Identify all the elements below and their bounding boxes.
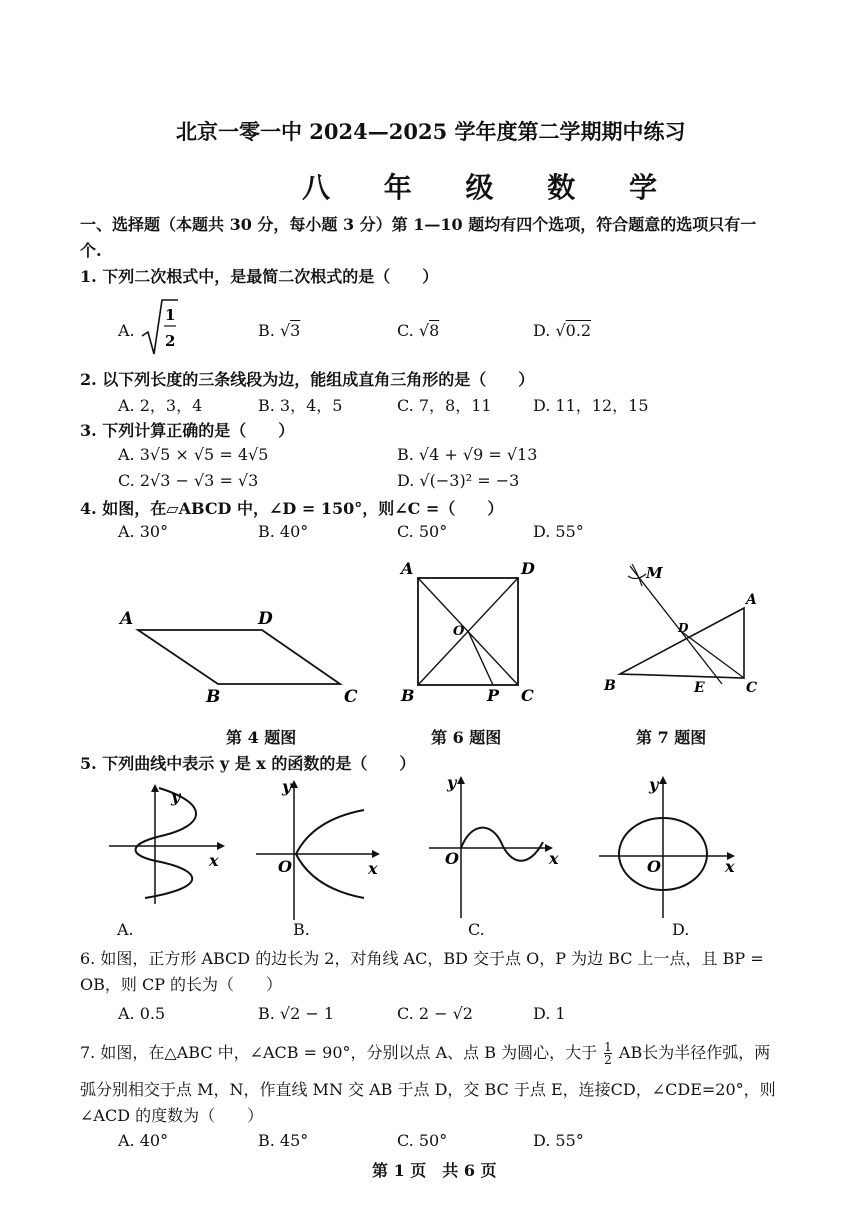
q1-a-denominator: 2 [165, 332, 176, 350]
q1-d-radicand: 0.2 [565, 321, 592, 340]
q2-option-a: A. 2，3，4 [118, 396, 203, 415]
figure-7-triangle [598, 560, 768, 700]
q5-a-y-label: y [171, 787, 181, 806]
q5-b-origin: O [278, 857, 292, 876]
q1-b-label: B. [258, 321, 275, 340]
q6-stem-line1: 6. 如图，正方形 ABCD 的边长为 2，对角线 AC，BD 交于点 O，P 为边 BC 上一点，且 BP = [80, 949, 764, 968]
q3-option-b: B. √4 + √9 = √13 [397, 445, 538, 464]
q5-c-origin: O [445, 849, 459, 868]
q3-stem: 3. 下列计算正确的是（ ） [80, 421, 295, 440]
f6-label-d: D [521, 559, 535, 578]
q1-option-a-label: A. [118, 321, 135, 340]
q1-option-c [397, 321, 439, 340]
f7-label-a: A [746, 592, 757, 608]
q4-option-d: D. 55° [533, 522, 584, 541]
q7-stem-line1 [80, 1040, 770, 1066]
q7-line1-part1: 7. 如图，在△ABC 中，∠ACB = 90°，分别以点 A、点 B 为圆心，大于 [80, 1043, 598, 1062]
q4-option-b: B. 40° [258, 522, 309, 541]
f7-label-e: E [694, 680, 705, 696]
q5-graph-c [425, 772, 565, 922]
q6-stem-line2: OB，则 CP 的长为（ ） [80, 975, 283, 994]
q7-fraction [604, 1041, 612, 1066]
f7-label-m: M [646, 564, 663, 582]
q2-stem: 2. 以下列长度的三条线段为边，能组成直角三角形的是（ ） [80, 370, 535, 389]
q1-option-a-radical [140, 296, 180, 358]
q7-option-a: A. 40° [118, 1131, 169, 1150]
q1-c-label: C. [397, 321, 414, 340]
q1-option-b [258, 321, 300, 340]
f6-label-o: O [453, 624, 465, 639]
f7-label-b: B [604, 678, 616, 694]
q5-graph-d [595, 772, 745, 922]
page-footer: 第 1 页 共 6 页 [372, 1161, 497, 1180]
q7-frac-den: 2 [604, 1053, 612, 1067]
f7-label-c: C [746, 680, 758, 696]
q4-stem: 4. 如图，在▱ABCD 中，∠D = 150°，则∠C =（ ） [80, 499, 504, 518]
sqrt-icon: √ [555, 321, 566, 340]
q5-c-x-label: x [549, 849, 559, 868]
f6-label-b: B [401, 686, 415, 705]
q6-option-d: D. 1 [533, 1004, 566, 1023]
q7-line1-part2: AB长为半径作弧，两 [618, 1043, 771, 1062]
q1-d-label: D. [533, 321, 551, 340]
figure-4-parallelogram [110, 600, 370, 710]
f4-label-c: C [344, 687, 358, 707]
f6-label-p: P [487, 686, 500, 705]
q5-d-x-label: x [725, 857, 735, 876]
figure-7-caption: 第 7 题图 [636, 728, 707, 747]
q4-option-a: A. 30° [118, 522, 169, 541]
figure-6-square [395, 555, 545, 715]
q6-option-b: B. √2 − 1 [258, 1004, 335, 1023]
subject-title: 八 年 级 数 学 [302, 171, 679, 204]
q1-c-radicand: 8 [429, 321, 440, 340]
q4-option-c: C. 50° [397, 522, 448, 541]
q2-option-d: D. 11，12，15 [533, 396, 649, 415]
q5-c-y-label: y [447, 773, 457, 792]
q2-option-b: B. 3，4，5 [258, 396, 343, 415]
section-heading-line1: 一、选择题（本题共 30 分，每小题 3 分）第 1—10 题均有四个选项，符合题意的选项只有一 [80, 215, 757, 234]
q7-option-c: C. 50° [397, 1131, 448, 1150]
figure-4-caption: 第 4 题图 [226, 728, 297, 747]
q3-option-c: C. 2√3 − √3 = √3 [118, 471, 259, 490]
q6-option-a: A. 0.5 [118, 1004, 166, 1023]
q5-d-origin: O [647, 857, 661, 876]
q5-option-a: A. [117, 920, 134, 939]
f6-label-a: A [401, 559, 414, 578]
q3-option-a: A. 3√5 × √5 = 4√5 [118, 445, 269, 464]
exam-title: 北京一零一中 2024—2025 学年度第二学期期中练习 [176, 119, 686, 144]
q5-option-d: D. [672, 920, 690, 939]
q5-stem: 5. 下列曲线中表示 y 是 x 的函数的是（ ） [80, 754, 416, 773]
f4-label-b: B [206, 687, 221, 707]
q6-option-c: C. 2 − √2 [397, 1004, 473, 1023]
f4-label-a: A [120, 609, 134, 629]
q7-stem-line3: ∠ACD 的度数为（ ） [80, 1106, 264, 1125]
q5-graph-b [252, 776, 387, 926]
q7-stem-line2: 弧分别相交于点 M，N，作直线 MN 交 AB 于点 D，交 BC 于点 E，连接CD，∠CDE=20°，则 [80, 1080, 776, 1099]
q1-b-radicand: 3 [290, 321, 301, 340]
f6-label-c: C [521, 686, 534, 705]
q1-option-d [533, 321, 591, 340]
q7-option-d: D. 55° [533, 1131, 584, 1150]
sqrt-icon: √ [418, 321, 430, 340]
figure-6-caption: 第 6 题图 [431, 728, 502, 747]
q3-option-d: D. √(−3)² = −3 [397, 471, 520, 490]
q7-option-b: B. 45° [258, 1131, 309, 1150]
q5-b-y-label: y [282, 777, 292, 796]
section-heading-line2: 个. [80, 241, 102, 260]
q5-option-b: B. [293, 920, 310, 939]
q5-option-c: C. [468, 920, 485, 939]
q7-frac-num: 1 [604, 1040, 612, 1054]
q1-stem: 1. 下列二次根式中，是最简二次根式的是（ ） [80, 267, 439, 286]
q5-b-x-label: x [368, 859, 378, 878]
f4-label-d: D [258, 609, 273, 629]
q1-a-numerator: 1 [165, 306, 176, 324]
q5-a-x-label: x [209, 851, 219, 870]
q5-d-y-label: y [649, 775, 659, 794]
q5-graph-a [105, 780, 235, 910]
sqrt-icon: √ [279, 321, 291, 340]
f7-label-d: D [678, 621, 689, 635]
q2-option-c: C. 7，8，11 [397, 396, 492, 415]
